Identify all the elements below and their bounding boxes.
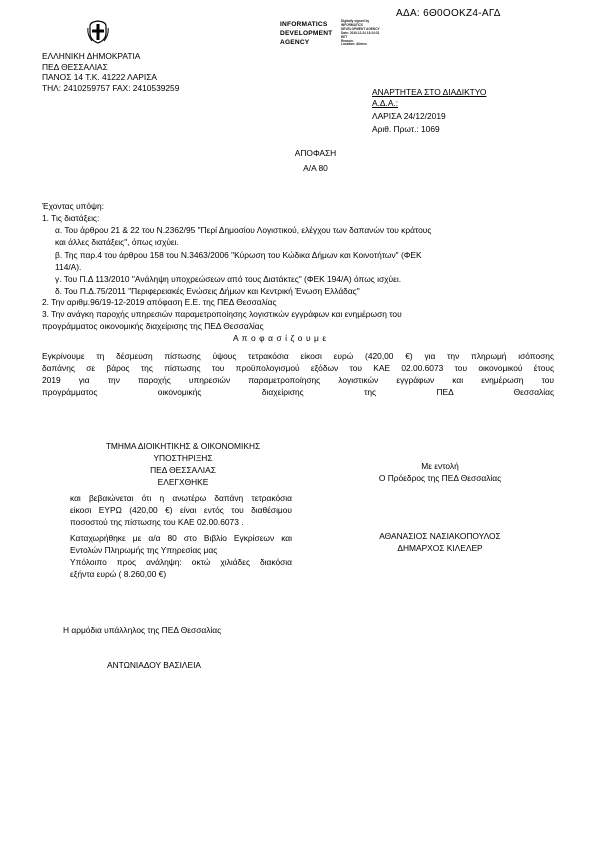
signature-title: Ο Πρόεδρος της ΠΕΔ Θεσσαλίας [378, 473, 502, 483]
decision-number: Α/Α 80 [303, 163, 328, 173]
decide-line-2: δαπάνης σε βάρος της πίστωσης του προϋπολογισμού εξόδων του ΚΑΕ 02.00.6073 του οικονομικού έτους [42, 363, 554, 373]
provision-a-line2: και άλλες διατάξεις", όπως ισχύει. [55, 237, 179, 247]
dept-org: ΠΕΔ ΘΕΣΣΑΛΙΑΣ [150, 465, 216, 475]
document-date: ΛΑΡΙΣΑ 24/12/2019 [372, 111, 446, 121]
signature-mandate: Με εντολή [421, 461, 459, 471]
ada-code: ΑΔΑ: 6Θ0ΟΟΚΖ4-ΑΓΔ [396, 8, 501, 19]
considering-item-3-line1: 3. Την ανάγκη παροχής υπηρεσιών παραμετροποίησης λογιστικών εγγράφων και ενημέρωση του [42, 309, 402, 319]
provision-b-line2: 114/Α). [55, 262, 82, 272]
decide-heading: Α π ο φ α σ ί ζ ο υ μ ε [233, 333, 327, 343]
provision-b-line1: β. Της παρ.4 του άρθρου 158 του Ν.3463/2006 "Κύρωση του Κώδικα Δήμων και Κοινοτήτων" (ΦΕΚ [55, 250, 422, 260]
posting-notice: ΑΝΑΡΤΗΤΕΑ ΣΤΟ ΔΙΑΔΙΚΤΥΟ [372, 87, 487, 97]
provision-d: δ. Του Π.Δ.75/2011 "Περιφερειακές Ενώσεις Δήμων και Κεντρική Ένωση Ελλάδας" [55, 286, 360, 296]
signatory-name: ΑΘΑΝΑΣΙΟΣ ΝΑΣΙΑΚΟΠΟΥΛΟΣ [379, 531, 501, 541]
dept-confirm-line1: και βεβαιώνεται ότι η ανωτέρω δαπάνη τετρακόσια [70, 493, 292, 503]
provision-a-line1: α. Του άρθρου 21 & 22 του Ν.2362/95 "Περί Δημοσίου Λογιστικού, ελέγχου των δαπανών του κράτους [55, 225, 432, 235]
decide-line-4: προγράμματος οικονομικής διαχείρισης της ΠΕΔ Θεσσαλίας [42, 387, 554, 397]
signatory-role: ΔΗΜΑΡΧΟΣ ΚΙΛΕΛΕΡ [397, 543, 483, 553]
considering-item-2: 2. Την αριθμ.96/19-12-2019 απόφαση Ε.Ε. της ΠΕΔ Θεσσαλίας [42, 297, 277, 307]
considering-item-1: 1. Τις διατάξεις: [42, 213, 100, 223]
dept-name-line1: ΤΜΗΜΑ ΔΙΟΙΚΗΤΙΚΗΣ & ΟΙΚΟΝΟΜΙΚΗΣ [105, 441, 261, 451]
dept-register-line1: Καταχωρήθηκε με α/α 80 στο Βιβλίο Εγκρίσεων και [70, 533, 292, 543]
employee-name: ΑΝΤΩΝΙΑΔΟΥ ΒΑΣΙΛΕΙΑ [107, 660, 202, 670]
sender-phone: ΤΗΛ: 2410259757 FAX: 2410539259 [42, 82, 180, 93]
sender-block [42, 51, 179, 93]
decide-line-1: Εγκρίνουμε τη δέσμευση πίστωσης ύψους τετρακόσια είκοσι ευρώ (420,00 €) για την πληρωμή ισόποσης [42, 351, 554, 361]
dept-name-line2: ΥΠΟΣΤΗΡΙΞΗΣ [153, 453, 213, 463]
sender-org: ΠΕΔ ΘΕΣΣΑΛΙΑΣ [42, 61, 108, 72]
decision-title: ΑΠΟΦΑΣΗ [294, 148, 337, 158]
provision-c: γ. Του Π.Δ 113/2010 "Ανάληψη υποχρεώσεων από τους Διατάκτες" (ΦΕΚ 194/Α) όπως ισχύει. [55, 274, 402, 284]
protocol-number: Αριθ. Πρωτ.: 1069 [372, 123, 440, 134]
posting-block [372, 87, 486, 134]
greek-emblem-icon [87, 20, 109, 44]
considering-item-3-line2: προγράμματος οικονομικής διαχείρισης της ΠΕΔ Θεσσαλίας [42, 321, 264, 331]
considering-heading: Έχοντας υπόψη: [42, 201, 104, 211]
ada-label: Α.Δ.Α.: [372, 97, 399, 108]
sender-country: ΕΛΛΗΝΙΚΗ ΔΗΜΟΚΡΑΤΙΑ [42, 51, 141, 61]
dept-register-line2: Εντολών Πληρωμής της Υπηρεσίας μας [70, 545, 218, 555]
signing-agency: INFORMATICS DEVELOPMENT AGENCY [280, 21, 333, 46]
dept-balance-line2: εξήντα ευρώ ( 8.260,00 €) [70, 569, 167, 579]
employee-title: Η αρμόδια υπάλληλος της ΠΕΔ Θεσσαλίας [63, 625, 222, 635]
dept-confirm-line2: είκοσι ΕΥΡΩ (420,00 €) είναι εντός του διαθέσιμου [70, 505, 292, 515]
dept-confirm-line3: ποσοστού της πίστωσης του ΚΑΕ 02.00.6073 . [70, 517, 244, 527]
decide-line-3: 2019 για την παροχής υπηρεσιών παραμετροποίησης λογιστικών εγγράφων και ενημέρωση του [42, 375, 554, 385]
dept-balance-line1: Υπόλοιπο προς ανάληψη: οκτώ χιλιάδες διακόσια [70, 557, 292, 567]
sender-address: ΠΑΝΟΣ 14 Τ.Κ. 41222 ΛΑΡΙΣΑ [42, 72, 157, 82]
dept-checked: ΕΛΕΓΧΘΗΚΕ [157, 477, 209, 487]
signature-details: Digitally signed by INFORMATICS DEVELOPMENT AGENCY Date: 2019.12.24 13:24:31 EET Reason: Location: Athens [341, 19, 380, 47]
